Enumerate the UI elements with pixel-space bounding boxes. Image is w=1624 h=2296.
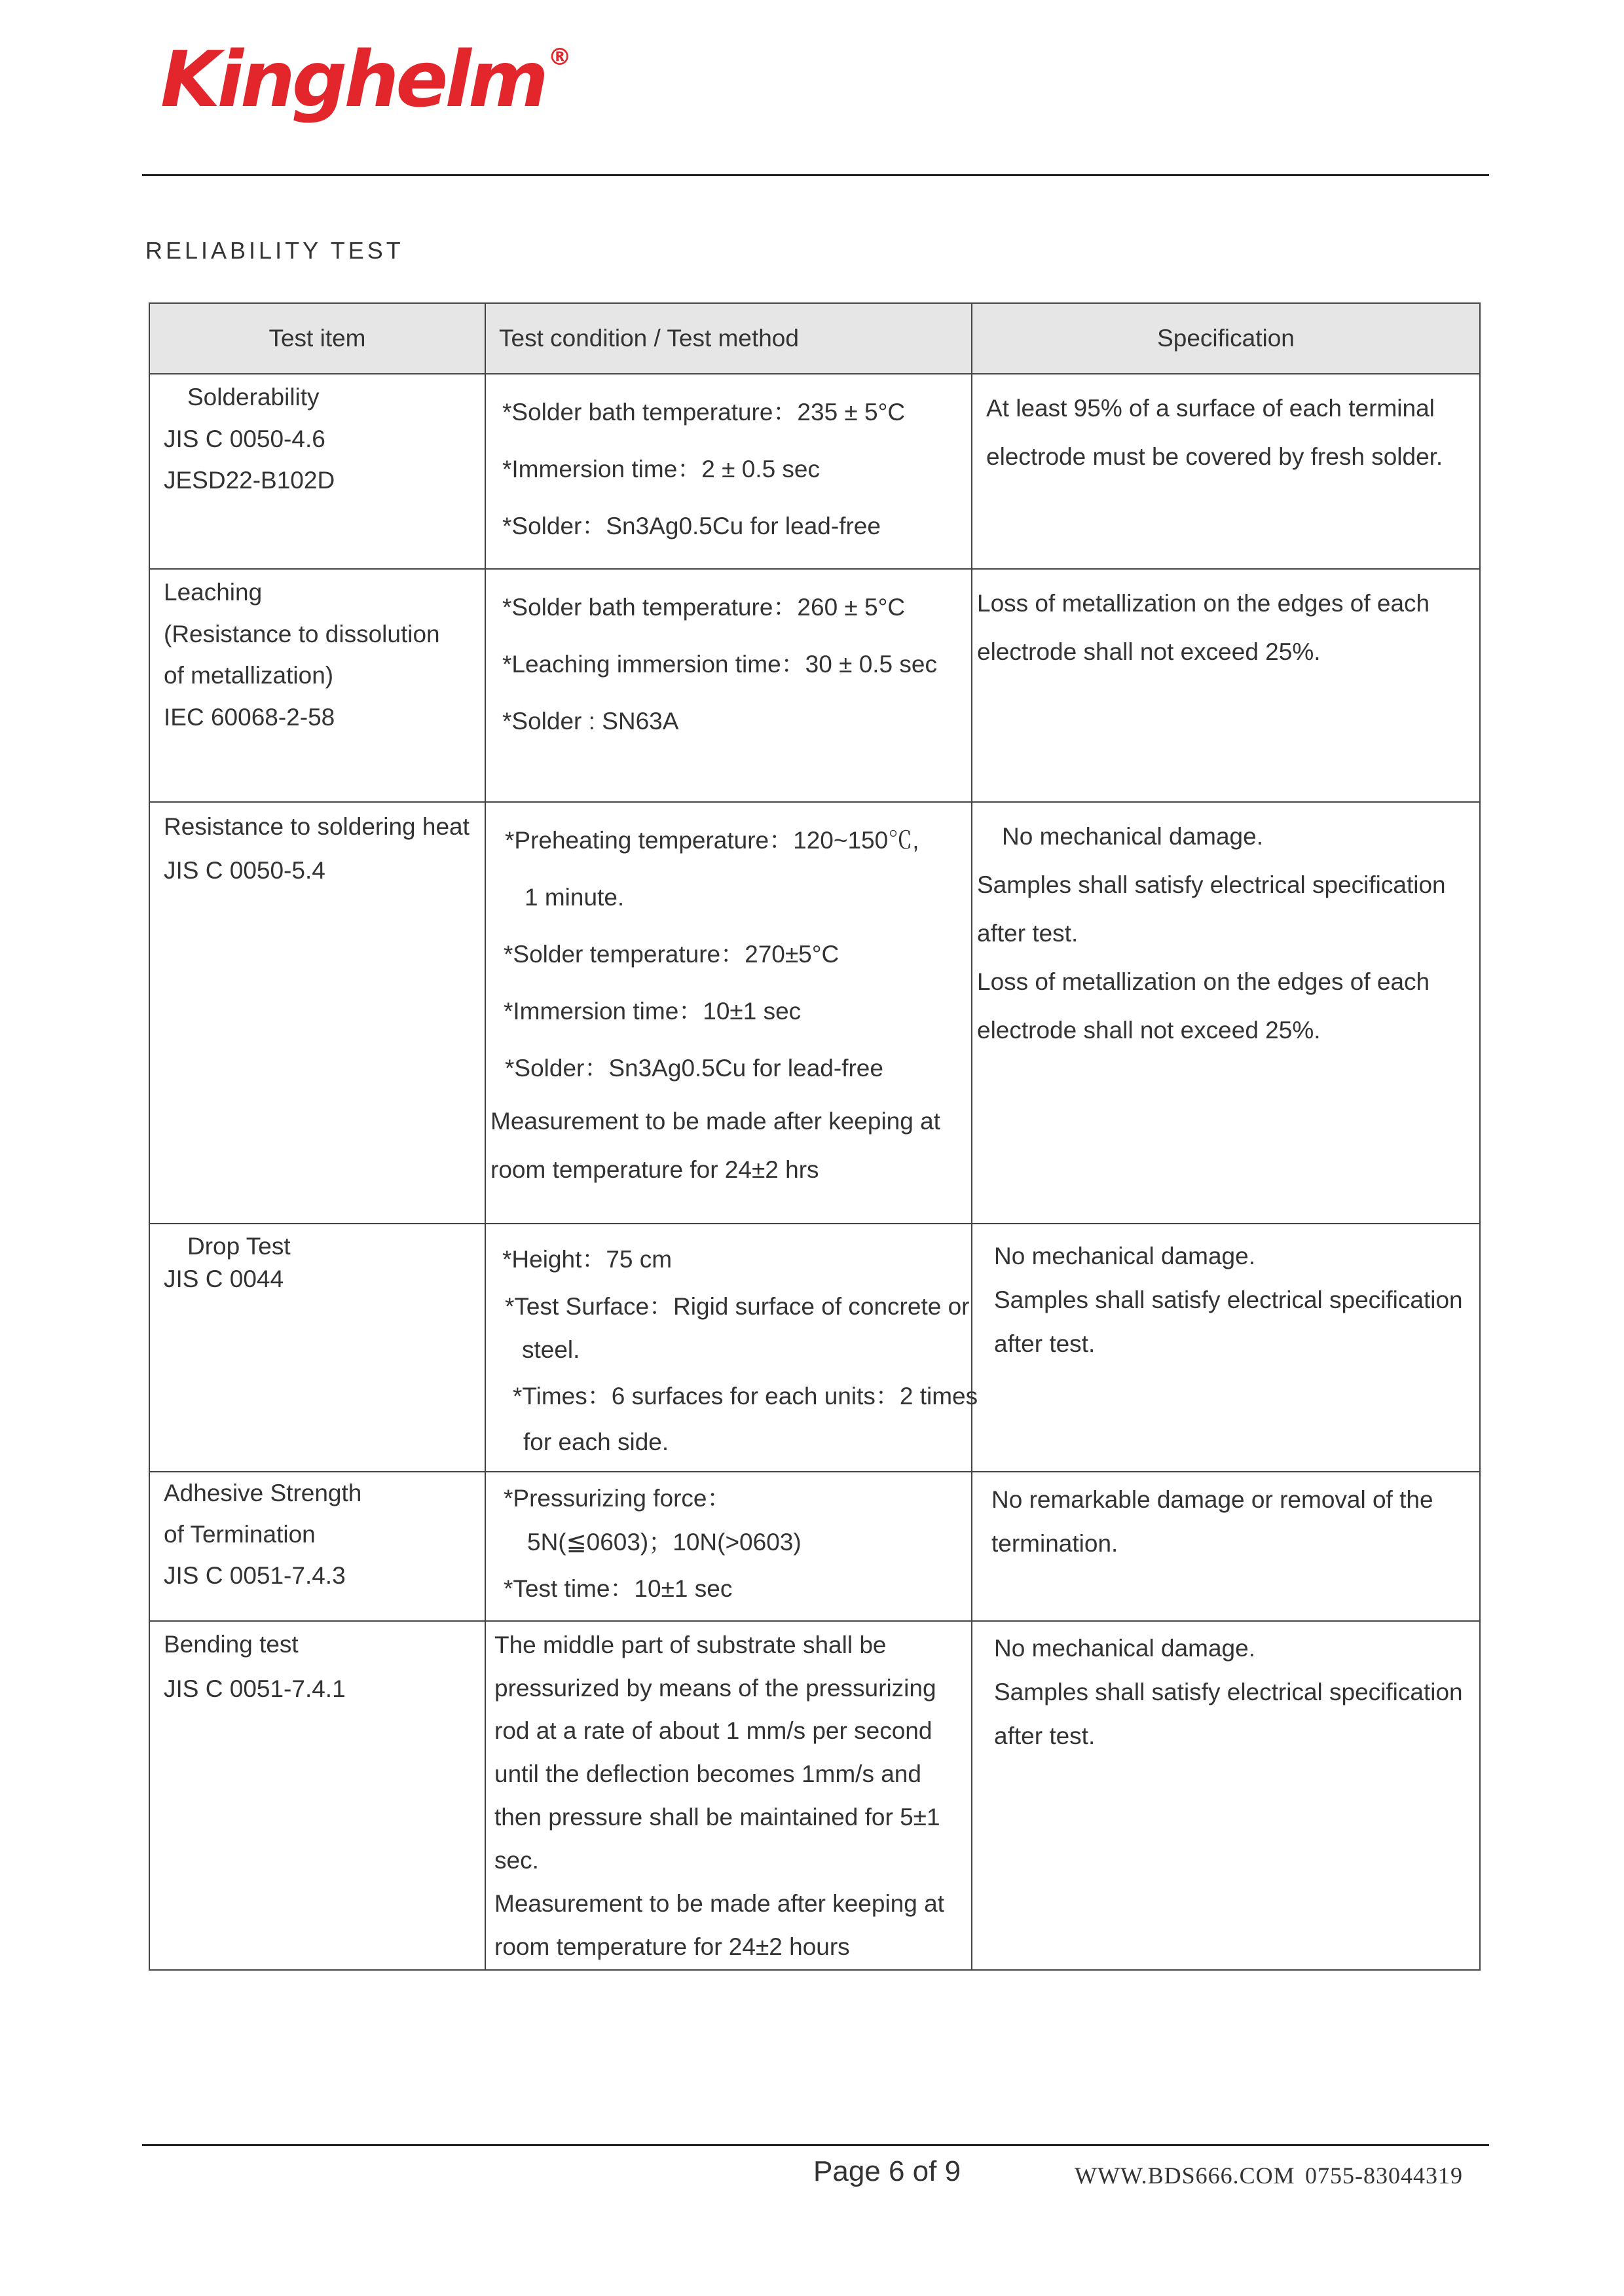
condition-line: rod at a rate of about 1 mm/s per second	[494, 1717, 932, 1745]
specification-cell	[972, 802, 1480, 1224]
spec-line: after test.	[977, 920, 1079, 947]
condition-line: *Height：75 cm	[502, 1246, 673, 1273]
test-item-name: Solderability	[187, 384, 320, 410]
condition-line: *Preheating temperature：120~150℃,	[505, 827, 919, 854]
test-item-name: (Resistance to dissolution	[164, 620, 440, 647]
spec-line: No mechanical damage.	[994, 1243, 1255, 1269]
specification-cell	[972, 569, 1480, 802]
condition-line: *Solder temperature：270±5°C	[504, 940, 840, 968]
footer-divider	[142, 2144, 1489, 2146]
test-condition-cell	[485, 802, 972, 1224]
specification-cell	[972, 1472, 1480, 1620]
condition-line: *Solder：Sn3Ag0.5Cu for lead-free	[505, 1054, 883, 1082]
spec-line: electrode must be covered by fresh solder.	[986, 443, 1443, 470]
condition-line: The middle part of substrate shall be	[494, 1631, 887, 1658]
registered-mark: ®	[547, 44, 572, 71]
kinghelm-logo	[160, 34, 572, 124]
condition-line: *Solder bath temperature：235 ± 5°C	[502, 399, 906, 426]
test-item-standard: JIS C 0050-5.4	[164, 857, 325, 884]
condition-line: *Test time：10±1 sec	[504, 1575, 733, 1602]
spec-line: No mechanical damage.	[994, 1634, 1255, 1662]
test-item-name: Adhesive Strength	[164, 1480, 362, 1507]
condition-line: *Solder bath temperature：260 ± 5°C	[502, 594, 906, 621]
test-item-standard: IEC 60068-2-58	[164, 703, 335, 731]
test-item-standard: JIS C 0044	[164, 1265, 284, 1292]
spec-line: electrode shall not exceed 25%.	[977, 1017, 1321, 1044]
condition-line: room temperature for 24±2 hrs	[490, 1156, 819, 1183]
condition-line: then pressure shall be maintained for 5±1	[494, 1804, 940, 1831]
spec-line: Samples shall satisfy electrical specification	[977, 871, 1446, 898]
condition-line: until the deflection becomes 1mm/s and	[494, 1760, 921, 1788]
spec-line: At least 95% of a surface of each terminal	[986, 395, 1435, 422]
condition-line: *Solder：Sn3Ag0.5Cu for lead-free	[502, 512, 881, 539]
spec-line: after test.	[994, 1722, 1096, 1749]
spec-line: Samples shall satisfy electrical specification	[994, 1286, 1463, 1314]
test-item-standard: JIS C 0051-7.4.1	[164, 1675, 346, 1703]
table-row	[149, 1472, 1480, 1620]
condition-line: room temperature for 24±2 hours	[494, 1933, 850, 1960]
specification-cell	[972, 1224, 1480, 1472]
header-divider	[142, 174, 1489, 176]
table-header-row	[149, 303, 1480, 374]
condition-line: *Immersion time：2 ± 0.5 sec	[502, 455, 821, 483]
test-condition-cell	[485, 1224, 978, 1472]
website-link[interactable]: WWW.BDS666.COM	[1075, 2162, 1295, 2189]
test-item-name: Bending test	[164, 1630, 299, 1658]
condition-line: pressurized by means of the pressurizing	[494, 1674, 936, 1702]
test-item-standard: JIS C 0051-7.4.3	[164, 1562, 346, 1590]
spec-line: after test.	[994, 1330, 1096, 1358]
condition-line: *Solder : SN63A	[502, 707, 679, 735]
specification-cell	[972, 374, 1480, 569]
test-item-name: Leaching	[164, 579, 263, 606]
test-item-name: Drop Test	[187, 1233, 291, 1260]
test-item-cell	[149, 569, 485, 802]
condition-line: Measurement to be made after keeping at	[494, 1889, 944, 1917]
table-row	[149, 802, 1480, 1224]
phone-number: 0755-83044319	[1305, 2162, 1463, 2189]
test-item-cell	[149, 802, 485, 1224]
page-number: Page 6 of 9	[813, 2155, 961, 2187]
test-item-cell	[149, 374, 485, 569]
test-condition-cell	[485, 374, 972, 569]
table-row	[149, 1621, 1480, 1970]
spec-line: termination.	[991, 1530, 1118, 1558]
condition-line: 1 minute.	[525, 883, 625, 911]
condition-line: sec.	[494, 1846, 539, 1874]
condition-line: Measurement to be made after keeping at	[490, 1107, 940, 1135]
condition-line: 5N(≦0603)；10N(>0603)	[527, 1529, 802, 1556]
test-condition-cell	[485, 1472, 972, 1620]
header-test-condition: Test condition / Test method	[485, 303, 972, 374]
condition-line: *Times：6 surfaces for each units：2 times	[513, 1382, 978, 1410]
test-item-cell	[149, 1472, 485, 1620]
reliability-test-table	[149, 302, 1481, 1971]
condition-line: *Immersion time：10±1 sec	[504, 997, 802, 1025]
table-row	[149, 374, 1480, 569]
test-item-name: Resistance to soldering heat	[164, 813, 470, 840]
test-condition-cell	[485, 569, 972, 802]
spec-line: electrode shall not exceed 25%.	[977, 638, 1321, 665]
spec-line: No remarkable damage or removal of the	[991, 1486, 1433, 1514]
test-item-cell	[149, 1621, 485, 1970]
test-item-standard: JESD22-B102D	[164, 467, 335, 494]
test-item-name: of Termination	[164, 1521, 316, 1548]
spec-line: No mechanical damage.	[1002, 823, 1263, 850]
table-row	[149, 1224, 1480, 1472]
condition-line: steel.	[522, 1336, 580, 1364]
condition-line: *Pressurizing force：	[504, 1485, 731, 1512]
table-row	[149, 569, 1480, 802]
spec-line: Loss of metallization on the edges of each	[977, 968, 1430, 995]
condition-line: for each side.	[523, 1428, 669, 1455]
test-item-standard: JIS C 0050-4.6	[164, 425, 325, 452]
spec-line: Loss of metallization on the edges of each	[977, 590, 1430, 617]
test-item-cell	[149, 1224, 485, 1472]
condition-line: *Test Surface：Rigid surface of concrete or	[505, 1292, 970, 1320]
test-condition-cell	[485, 1621, 972, 1970]
header-test-item: Test item	[149, 303, 485, 374]
specification-cell	[972, 1621, 1480, 1970]
header-specification: Specification	[972, 303, 1480, 374]
logo-text: Kinghelm	[160, 34, 545, 124]
condition-line: *Leaching immersion time：30 ± 0.5 sec	[502, 650, 937, 678]
test-item-name: of metallization)	[164, 662, 334, 689]
section-title: RELIABILITY TEST	[145, 237, 404, 264]
spec-line: Samples shall satisfy electrical specification	[994, 1679, 1463, 1706]
